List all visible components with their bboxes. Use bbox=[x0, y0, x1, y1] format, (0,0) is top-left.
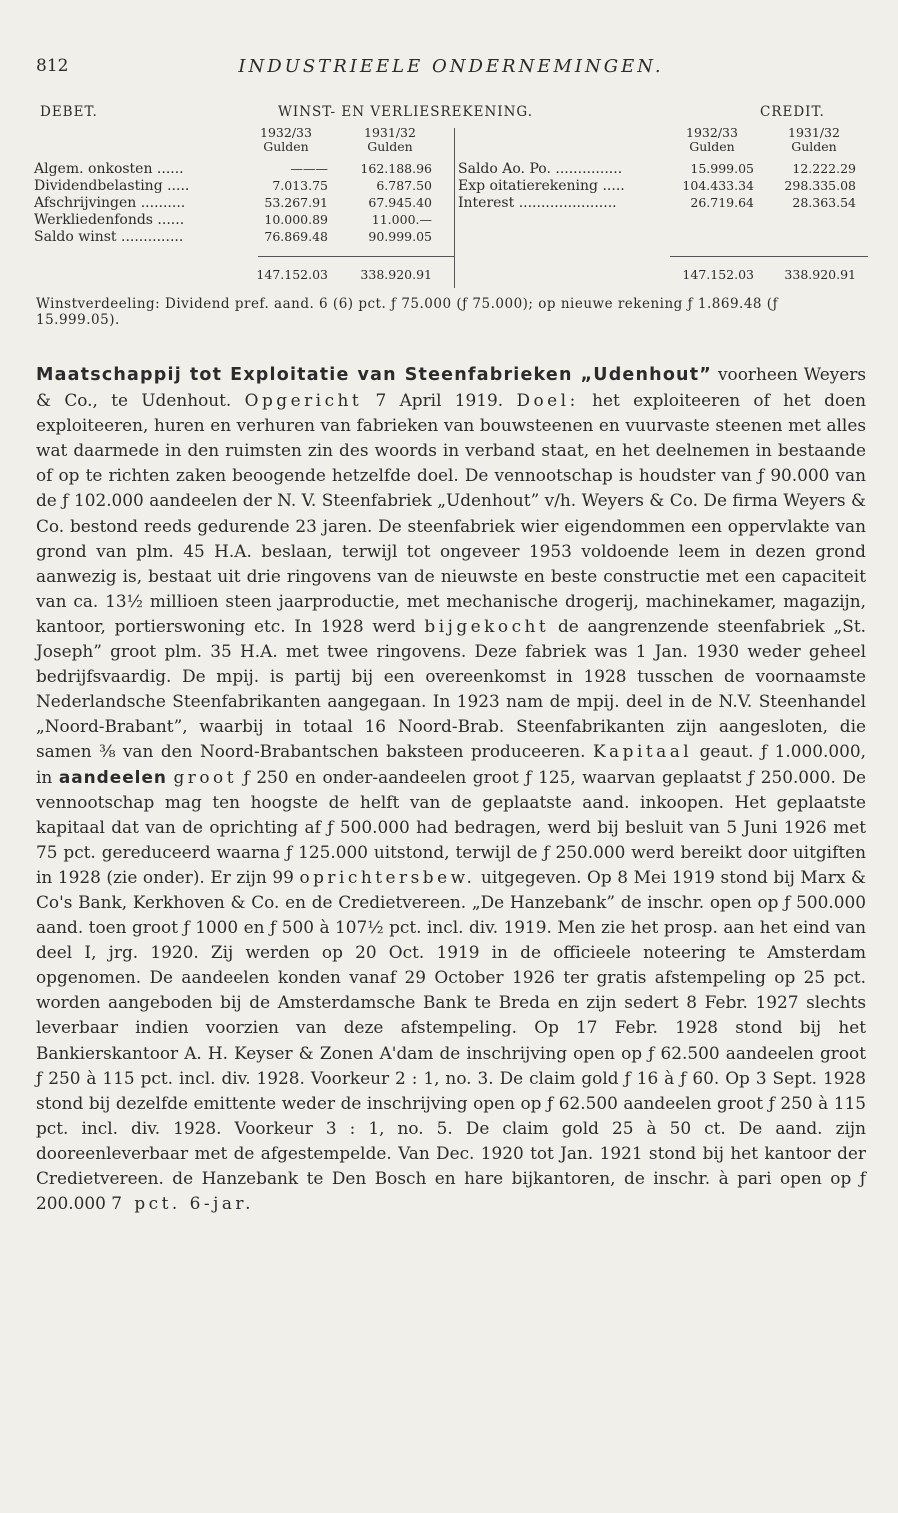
value-b: 298.335.08 bbox=[784, 178, 856, 193]
debit-row bbox=[30, 211, 450, 229]
value-b: 162.188.96 bbox=[360, 161, 432, 176]
total-b: 338.920.91 bbox=[784, 267, 856, 282]
debit-row bbox=[30, 160, 450, 178]
credit-year-a-header bbox=[670, 126, 754, 154]
value-b: 6.787.50 bbox=[376, 178, 432, 193]
row-label: Saldo Ao. Po. ............... bbox=[458, 161, 623, 177]
debit-total-rule bbox=[258, 256, 454, 257]
row-label: Exp oitatierekening ..... bbox=[458, 178, 625, 194]
text-run: het exploiteeren of het doen exploiteeren, huren en verhuren van fabrieken van bouwsteenen en vuurvaste steenen met alles wat daarmede in den ruimsten zin des woords in verband staat, en het deelnemen in bestaande of op te richten zaken beoogende hetzelfde doel. De vennootschap is houdster van ƒ 90.000 van de ƒ 102.000 aandeelen der N. V. Steenfabriek „Udenhout” v/h. Weyers & Co. De firma Weyers & Co. bestond reeds gedurende 23 jaren. De steenfabriek wier eigendommen een oppervlakte van grond van plm. 45 H.A. beslaan, terwijl tot ongeveer 1953 voldoende leem in dezen grond aanwezig is, bestaat uit drie ringovens van de nieuwste en beste constructie met een capaciteit van ca. 13½ millioen steen jaarproductie, met mechanische drogerij, machinekamer, magazijn, kantoor, portierswoning etc. In 1928 werd bbox=[36, 390, 866, 636]
year-label: 1932/33 bbox=[686, 125, 738, 140]
value-a: ——— bbox=[290, 161, 328, 176]
row-label: Dividendbelasting ..... bbox=[34, 178, 190, 194]
unit-label: Gulden bbox=[689, 139, 735, 154]
year-label: 1931/32 bbox=[364, 125, 416, 140]
credit-row bbox=[458, 177, 868, 195]
debet-heading: DEBET. bbox=[40, 104, 98, 120]
value-b: 11.000.— bbox=[371, 212, 432, 227]
keyword-oprichtersbew: oprichtersbew. bbox=[299, 866, 476, 887]
text-run: de aangrenzende steenfabriek „St. Joseph” groot plm. 35 H.A. met twee ringovens. Deze fabriek was 1 Jan. 1930 weder geheel bedrijfsvaardig. De mpij. is partij bij een overeenkomst in 1928 tusschen de voornaamste Nederlandsche Steenfabrikanten aangegaan. In 1923 nam de mpij. deel in de N.V. Steenhandel „Noord-Brabant”, waarbij in totaal 16 Noord-Brab. Steenfabrikanten zijn aangesloten, die samen ⅜ van den Noord-Brabantschen baksteen produceeren. bbox=[36, 615, 866, 762]
total-a: 147.152.03 bbox=[256, 267, 328, 282]
keyword-doel: Doel: bbox=[516, 390, 579, 411]
year-label: 1931/32 bbox=[788, 125, 840, 140]
value-a: 104.433.34 bbox=[682, 178, 754, 193]
value-b: 90.999.05 bbox=[368, 229, 432, 244]
credit-row bbox=[458, 194, 868, 212]
profit-loss-statement bbox=[30, 100, 868, 300]
credit-year-b-header bbox=[772, 126, 856, 154]
value-b: 67.945.40 bbox=[368, 195, 432, 210]
company-entry bbox=[36, 362, 866, 1216]
debit-year-a-header bbox=[244, 126, 328, 154]
value-b: 28.363.54 bbox=[792, 195, 856, 210]
debit-row bbox=[30, 194, 450, 212]
text-run: voorheen Weyers & Co., te Udenhout. bbox=[36, 364, 866, 411]
debit-total-row bbox=[30, 266, 450, 284]
year-label: 1932/33 bbox=[260, 125, 312, 140]
value-b: 12.222.29 bbox=[792, 161, 856, 176]
value-a: 26.719.64 bbox=[690, 195, 754, 210]
value-a: 53.267.91 bbox=[264, 195, 328, 210]
keyword-opgericht: Opgericht bbox=[244, 390, 363, 411]
statement-title: WINST- EN VERLIESREKENING. bbox=[278, 104, 534, 120]
total-a: 147.152.03 bbox=[682, 267, 754, 282]
credit-total-rule bbox=[670, 256, 868, 257]
row-label: Werkliedenfonds ...... bbox=[34, 212, 185, 228]
debit-year-b-header bbox=[348, 126, 432, 154]
debit-row bbox=[30, 177, 450, 195]
keyword-groot: groot bbox=[173, 766, 237, 787]
keyword-kapitaal: Kapitaal bbox=[592, 741, 693, 762]
row-label: Saldo winst .............. bbox=[34, 229, 184, 245]
row-label: Interest ...................... bbox=[458, 195, 617, 211]
keyword-aandeelen: aandeelen bbox=[58, 766, 167, 787]
unit-label: Gulden bbox=[367, 139, 413, 154]
value-a: 10.000.89 bbox=[264, 212, 328, 227]
row-label: Algem. onkosten ...... bbox=[34, 161, 184, 177]
column-divider bbox=[454, 128, 455, 288]
text-run: geaut. ƒ 1.000.000, in bbox=[36, 741, 866, 787]
unit-label: Gulden bbox=[263, 139, 309, 154]
credit-row bbox=[458, 160, 868, 178]
text-tail: 7 pct. 6-jar. bbox=[111, 1193, 254, 1214]
text-run: 7 April 1919. bbox=[362, 390, 517, 411]
row-label: Afschrijvingen .......... bbox=[34, 195, 186, 211]
credit-heading: CREDIT. bbox=[760, 104, 825, 120]
total-b: 338.920.91 bbox=[360, 267, 432, 282]
credit-total-row bbox=[458, 266, 868, 284]
value-a: 76.869.48 bbox=[264, 229, 328, 244]
page-number: 812 bbox=[36, 56, 69, 76]
running-title: INDUSTRIEELE ONDERNEMINGEN. bbox=[238, 56, 664, 77]
value-a: 7.013.75 bbox=[272, 178, 328, 193]
keyword-bijgekocht: bijgekocht bbox=[424, 615, 550, 636]
unit-label: Gulden bbox=[791, 139, 837, 154]
profit-distribution-note: Winstverdeeling: Dividend pref. aand. 6 (6) pct. ƒ 75.000 (ƒ 75.000); op nieuwe rekening ƒ 1.869.48 (ƒ 15.999.05). bbox=[36, 296, 779, 328]
running-header bbox=[36, 52, 866, 82]
text-run: ƒ 250 en onder-aandeelen groot ƒ 125, waarvan geplaatst ƒ 250.000. De vennootschap mag ten hoogste de helft van de geplaatste aand. inkoopen. Het geplaatste kapitaal dat van de oprichting af ƒ 500.000 had bedragen, werd bij besluit van 5 Juni 1926 met 75 pct. gereduceerd waarna ƒ 125.000 uitstond, terwijl de ƒ 250.000 werd bereikt door uitgiften in 1928 (zie onder). Er zijn 99 bbox=[36, 766, 866, 887]
debit-row bbox=[30, 228, 450, 246]
company-name: Maatschappij tot Exploitatie van Steenfabrieken „Udenhout” bbox=[36, 365, 712, 385]
text-run: uitgegeven. Op 8 Mei 1919 stond bij Marx & Co's Bank, Kerkhoven & Co. en de Credietvereen. „De Hanzebank” de inschr. open op ƒ 500.000 aand. toen groot ƒ 1000 en ƒ 500 à 107½ pct. incl. div. 1919. Men zie het prosp. aan het eind van deel I, jrg. 1920. Zij werden op 20 Oct. 1919 in de officieele noteering te Amsterdam opgenomen. De aandeelen konden vanaf 29 October 1926 ter gratis afstempeling op 25 pct. worden aangeboden bij de Amsterdamsche Bank te Breda en zijn sedert 8 Febr. 1927 slechts leverbaar indien voorzien van deze afstempeling. Op 17 Febr. 1928 stond bij het Bankierskantoor A. H. Keyser & Zonen A'dam de inschrijving open op ƒ 62.500 aandeelen groot ƒ 250 à 115 pct. incl. div. 1928. Voorkeur 2 : 1, no. 3. De claim gold ƒ 16 à ƒ 60. Op 3 Sept. 1928 stond bij dezelfde emittente weder de inschrijving open op ƒ 62.500 aandeelen groot ƒ 250 à 115 pct. incl. div. 1928. Voorkeur 3 : 1, no. 5. De claim gold 25 à 50 ct. De aand. zijn dooreenleverbaar met de afgestempelde. Van Dec. 1920 tot Jan. 1921 stond bij het kantoor der Credietvereen. de Hanzebank te Den Bosch en hare bijkantoren, de inschr. à pari open op ƒ 200.000 bbox=[36, 866, 866, 1214]
value-a: 15.999.05 bbox=[690, 161, 754, 176]
